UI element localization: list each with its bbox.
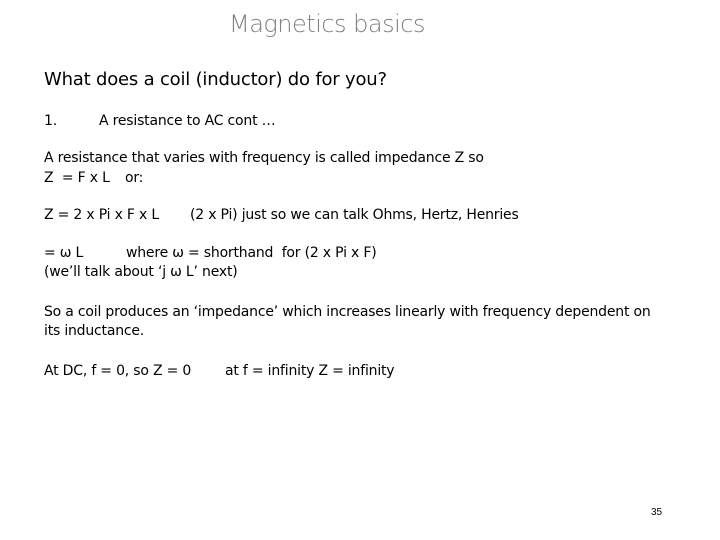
coil-line-2: its inductance. xyxy=(44,323,145,339)
slide-heading: What does a coil (inductor) do for you? xyxy=(44,69,387,90)
page-number: 35 xyxy=(651,507,663,518)
omega-note: (we’ll talk about ‘j ω L’ next) xyxy=(44,264,238,280)
coil-line-1: So a coil produces an ‘impedance’ which increases linearly with frequency dependent on xyxy=(44,304,651,320)
list-item-number: 1. xyxy=(44,113,57,129)
formula-left: Z = 2 x Pi x F x L xyxy=(44,207,159,223)
formula-right: (2 x Pi) just so we can talk Ohms, Hertz, Henries xyxy=(190,207,519,223)
impedance-line-2-or: or: xyxy=(125,170,144,186)
dc-text: At DC, f = 0, so Z = 0 xyxy=(44,363,192,379)
impedance-line-1: A resistance that varies with frequency is called impedance Z so xyxy=(44,150,484,166)
omega-left: = ω L xyxy=(44,245,84,261)
omega-right: where ω = shorthand for (2 x Pi x F) xyxy=(126,245,377,261)
infinity-text: at f = infinity Z = infinity xyxy=(225,363,395,379)
slide-title: Magnetics basics xyxy=(228,10,425,38)
list-item-text: A resistance to AC cont … xyxy=(99,113,276,129)
impedance-line-2-formula: Z = F x L xyxy=(44,170,110,186)
